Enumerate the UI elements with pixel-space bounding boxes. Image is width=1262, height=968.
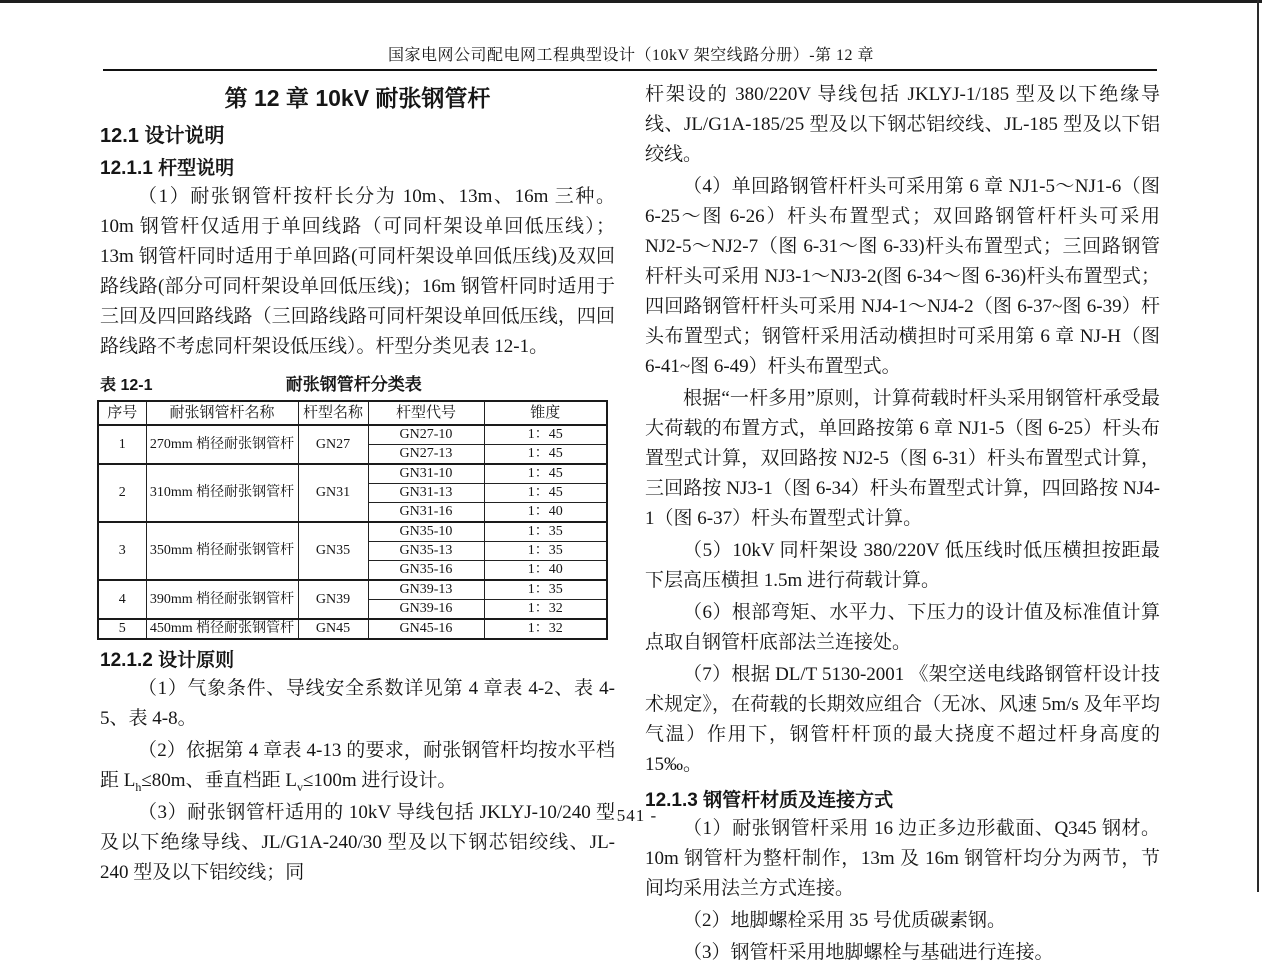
running-header: 国家电网公司配电网工程典型设计（10kV 架空线路分册）-第 12 章 <box>387 47 875 64</box>
paragraph-pole-types: （1）耐张钢管杆按杆长分为 10m、13m、16m 三种。10m 钢管杆仅适用于单回线路（可同杆架设单回低压线）；13m 钢管杆同时适用于单回路(可同杆架设单回低压线)及双回路线路(部分可同杆架设单回低压线)；16m 钢管杆同时适用于三回及四回路线路（三回路线路可同杆架设单回低压线，四回路线路不考虑同杆架设低压线）。杆型分类见表 12-1。 <box>100 186 615 357</box>
section-heading-12-1-1: 12.1.1 杆型说明 <box>100 158 235 179</box>
type-cell: GN35 <box>298 522 368 580</box>
span-text: （2）依据第 4 章表 4-13 的要求，耐张钢管杆均按水平档距 L <box>100 740 615 791</box>
col-header-type: 杆型名称 <box>298 401 368 425</box>
page-number: - 541 - <box>604 806 658 825</box>
name-cell: 270mm 梢径耐张钢管杆 <box>146 425 298 464</box>
left-column <box>100 78 615 968</box>
code-cell: GN35-16 <box>368 561 484 581</box>
paragraph-design-5: （5）10kV 同杆架设 380/220V 低压线时低压横担按距最下层高压横担 1.5m 进行荷载计算。 <box>645 540 1160 591</box>
page-content <box>100 78 1160 968</box>
code-cell: GN45-16 <box>368 619 484 639</box>
paragraph-design-2 <box>100 736 615 796</box>
taper-cell: 1：40 <box>484 561 607 581</box>
name-cell: 450mm 梢径耐张钢管杆 <box>146 619 298 639</box>
code-cell: GN35-10 <box>368 522 484 542</box>
scan-border-top <box>0 0 1262 3</box>
type-cell: GN27 <box>298 425 368 464</box>
taper-cell: 1：35 <box>484 522 607 542</box>
taper-cell: 1：45 <box>484 425 607 445</box>
code-cell: GN31-13 <box>368 484 484 503</box>
paragraph-material-1: （1）耐张钢管杆采用 16 边正多边形截面、Q345 钢材。10m 钢管杆为整杆制作，13m 及 16m 钢管杆均分为两节，节间均采用法兰方式连接。 <box>645 818 1160 899</box>
table-row <box>98 619 607 639</box>
taper-cell: 1：32 <box>484 619 607 639</box>
paragraph-design-3: （3）耐张钢管杆适用的 10kV 导线包括 JKLYJ-10/240 型及以下绝缘导线、JL/G1A-240/30 型及以下钢芯铝绞线、JL-240 型及以下铝绞线；同 <box>100 802 615 883</box>
name-cell: 310mm 梢径耐张钢管杆 <box>146 464 298 522</box>
name-cell: 390mm 梢径耐张钢管杆 <box>146 580 298 619</box>
serial-cell: 4 <box>98 580 146 619</box>
taper-cell: 1：45 <box>484 484 607 503</box>
serial-cell: 1 <box>98 425 146 464</box>
section-heading-12-1: 12.1 设计说明 <box>100 125 225 147</box>
scan-border-right <box>1257 0 1259 892</box>
serial-cell: 2 <box>98 464 146 522</box>
paragraph-design-1: （1）气象条件、导线安全系数详见第 4 章表 4-2、表 4-5、表 4-8。 <box>100 678 615 729</box>
subscript-v: v <box>296 779 303 794</box>
span-text: ≤80m、垂直档距 L <box>141 770 297 791</box>
table-row <box>98 580 607 600</box>
taper-cell: 1：32 <box>484 600 607 620</box>
code-cell: GN39-16 <box>368 600 484 620</box>
span-text: ≤100m 进行设计。 <box>302 770 457 791</box>
taper-cell: 1：35 <box>484 542 607 561</box>
table-header-row <box>98 401 607 425</box>
section-heading-12-1-2: 12.1.2 设计原则 <box>100 650 235 671</box>
serial-cell: 3 <box>98 522 146 580</box>
code-cell: GN35-13 <box>368 542 484 561</box>
table-caption-label: 表 12-1 <box>100 377 153 394</box>
col-header-name: 耐张钢管杆名称 <box>146 401 298 425</box>
code-cell: GN27-13 <box>368 445 484 465</box>
table-row <box>98 522 607 542</box>
taper-cell: 1：45 <box>484 445 607 465</box>
taper-cell: 1：35 <box>484 580 607 600</box>
type-cell: GN39 <box>298 580 368 619</box>
code-cell: GN27-10 <box>368 425 484 445</box>
type-cell: GN31 <box>298 464 368 522</box>
col-header-code: 杆型代号 <box>368 401 484 425</box>
paragraph-continuation: 杆架设的 380/220V 导线包括 JKLYJ-1/185 型及以下绝缘导线、JL/G1A-185/25 型及以下钢芯铝绞线、JL-185 型及以下铝绞线。 <box>645 84 1160 165</box>
paragraph-one-pole-multi-use: 根据“一杆多用”原则，计算荷载时杆头采用钢管杆承受最大荷载的布置方式，单回路按第 6 章 NJ1-5（图 6-25）杆头布置型式计算，双回路按 NJ2-5（图 6-31）杆头布置型式计算，三回路按 NJ3-1（图 6-34）杆头布置型式计算，四回路按 NJ4-1（图 6-37）杆头布置型式计算。 <box>645 388 1160 529</box>
code-cell: GN31-10 <box>368 464 484 484</box>
taper-cell: 1：45 <box>484 464 607 484</box>
paragraph-design-6: （6）根部弯矩、水平力、下压力的设计值及标准值计算点取自钢管杆底部法兰连接处。 <box>645 602 1160 653</box>
paragraph-material-3: （3）钢管杆采用地脚螺栓与基础进行连接。 <box>683 942 1054 963</box>
type-cell: GN45 <box>298 619 368 639</box>
table-caption-title: 耐张钢管杆分类表 <box>285 375 422 394</box>
table-row <box>98 464 607 484</box>
name-cell: 350mm 梢径耐张钢管杆 <box>146 522 298 580</box>
paragraph-design-4: （4）单回路钢管杆杆头可采用第 6 章 NJ1-5～NJ1-6（图 6-25～图 6-26）杆头布置型式；双回路钢管杆杆头可采用 NJ2-5～NJ2-7（图 6-31～图 6-33)杆头布置型式；三回路钢管杆杆头可采用 NJ3-1～NJ3-2(图 6-34～图 6-36)杆头布置型式；四回路钢管杆杆头可采用 NJ4-1～NJ4-2（图 6-37~图 6-39）杆头布置型式；钢管杆采用活动横担时可采用第 6 章 NJ-H（图 6-41~图 6-49）杆头布置型式。 <box>645 176 1160 377</box>
right-column <box>645 78 1160 968</box>
paragraph-design-7: （7）根据 DL/T 5130-2001 《架空送电线路钢管杆设计技术规定》，在荷载的长期效应组合（无冰、风速 5m/s 及年平均气温）作用下，钢管杆杆顶的最大挠度不超过杆身高度的 15‰。 <box>645 664 1160 775</box>
table-row <box>98 425 607 445</box>
table-caption <box>100 370 615 395</box>
classification-table-body <box>98 425 607 639</box>
subscript-h: h <box>135 779 142 794</box>
paragraph-material-2: （2）地脚螺栓采用 35 号优质碳素钢。 <box>683 910 1007 931</box>
header-rule <box>103 69 1157 71</box>
col-header-taper: 锥度 <box>484 401 607 425</box>
code-cell: GN31-16 <box>368 503 484 523</box>
serial-cell: 5 <box>98 619 146 639</box>
pole-classification-table <box>97 400 608 640</box>
col-header-serial: 序号 <box>98 401 146 425</box>
section-heading-12-1-3: 12.1.3 钢管杆材质及连接方式 <box>645 790 894 811</box>
taper-cell: 1：40 <box>484 503 607 523</box>
code-cell: GN39-13 <box>368 580 484 600</box>
chapter-title: 第 12 章 10kV 耐张钢管杆 <box>224 85 491 111</box>
